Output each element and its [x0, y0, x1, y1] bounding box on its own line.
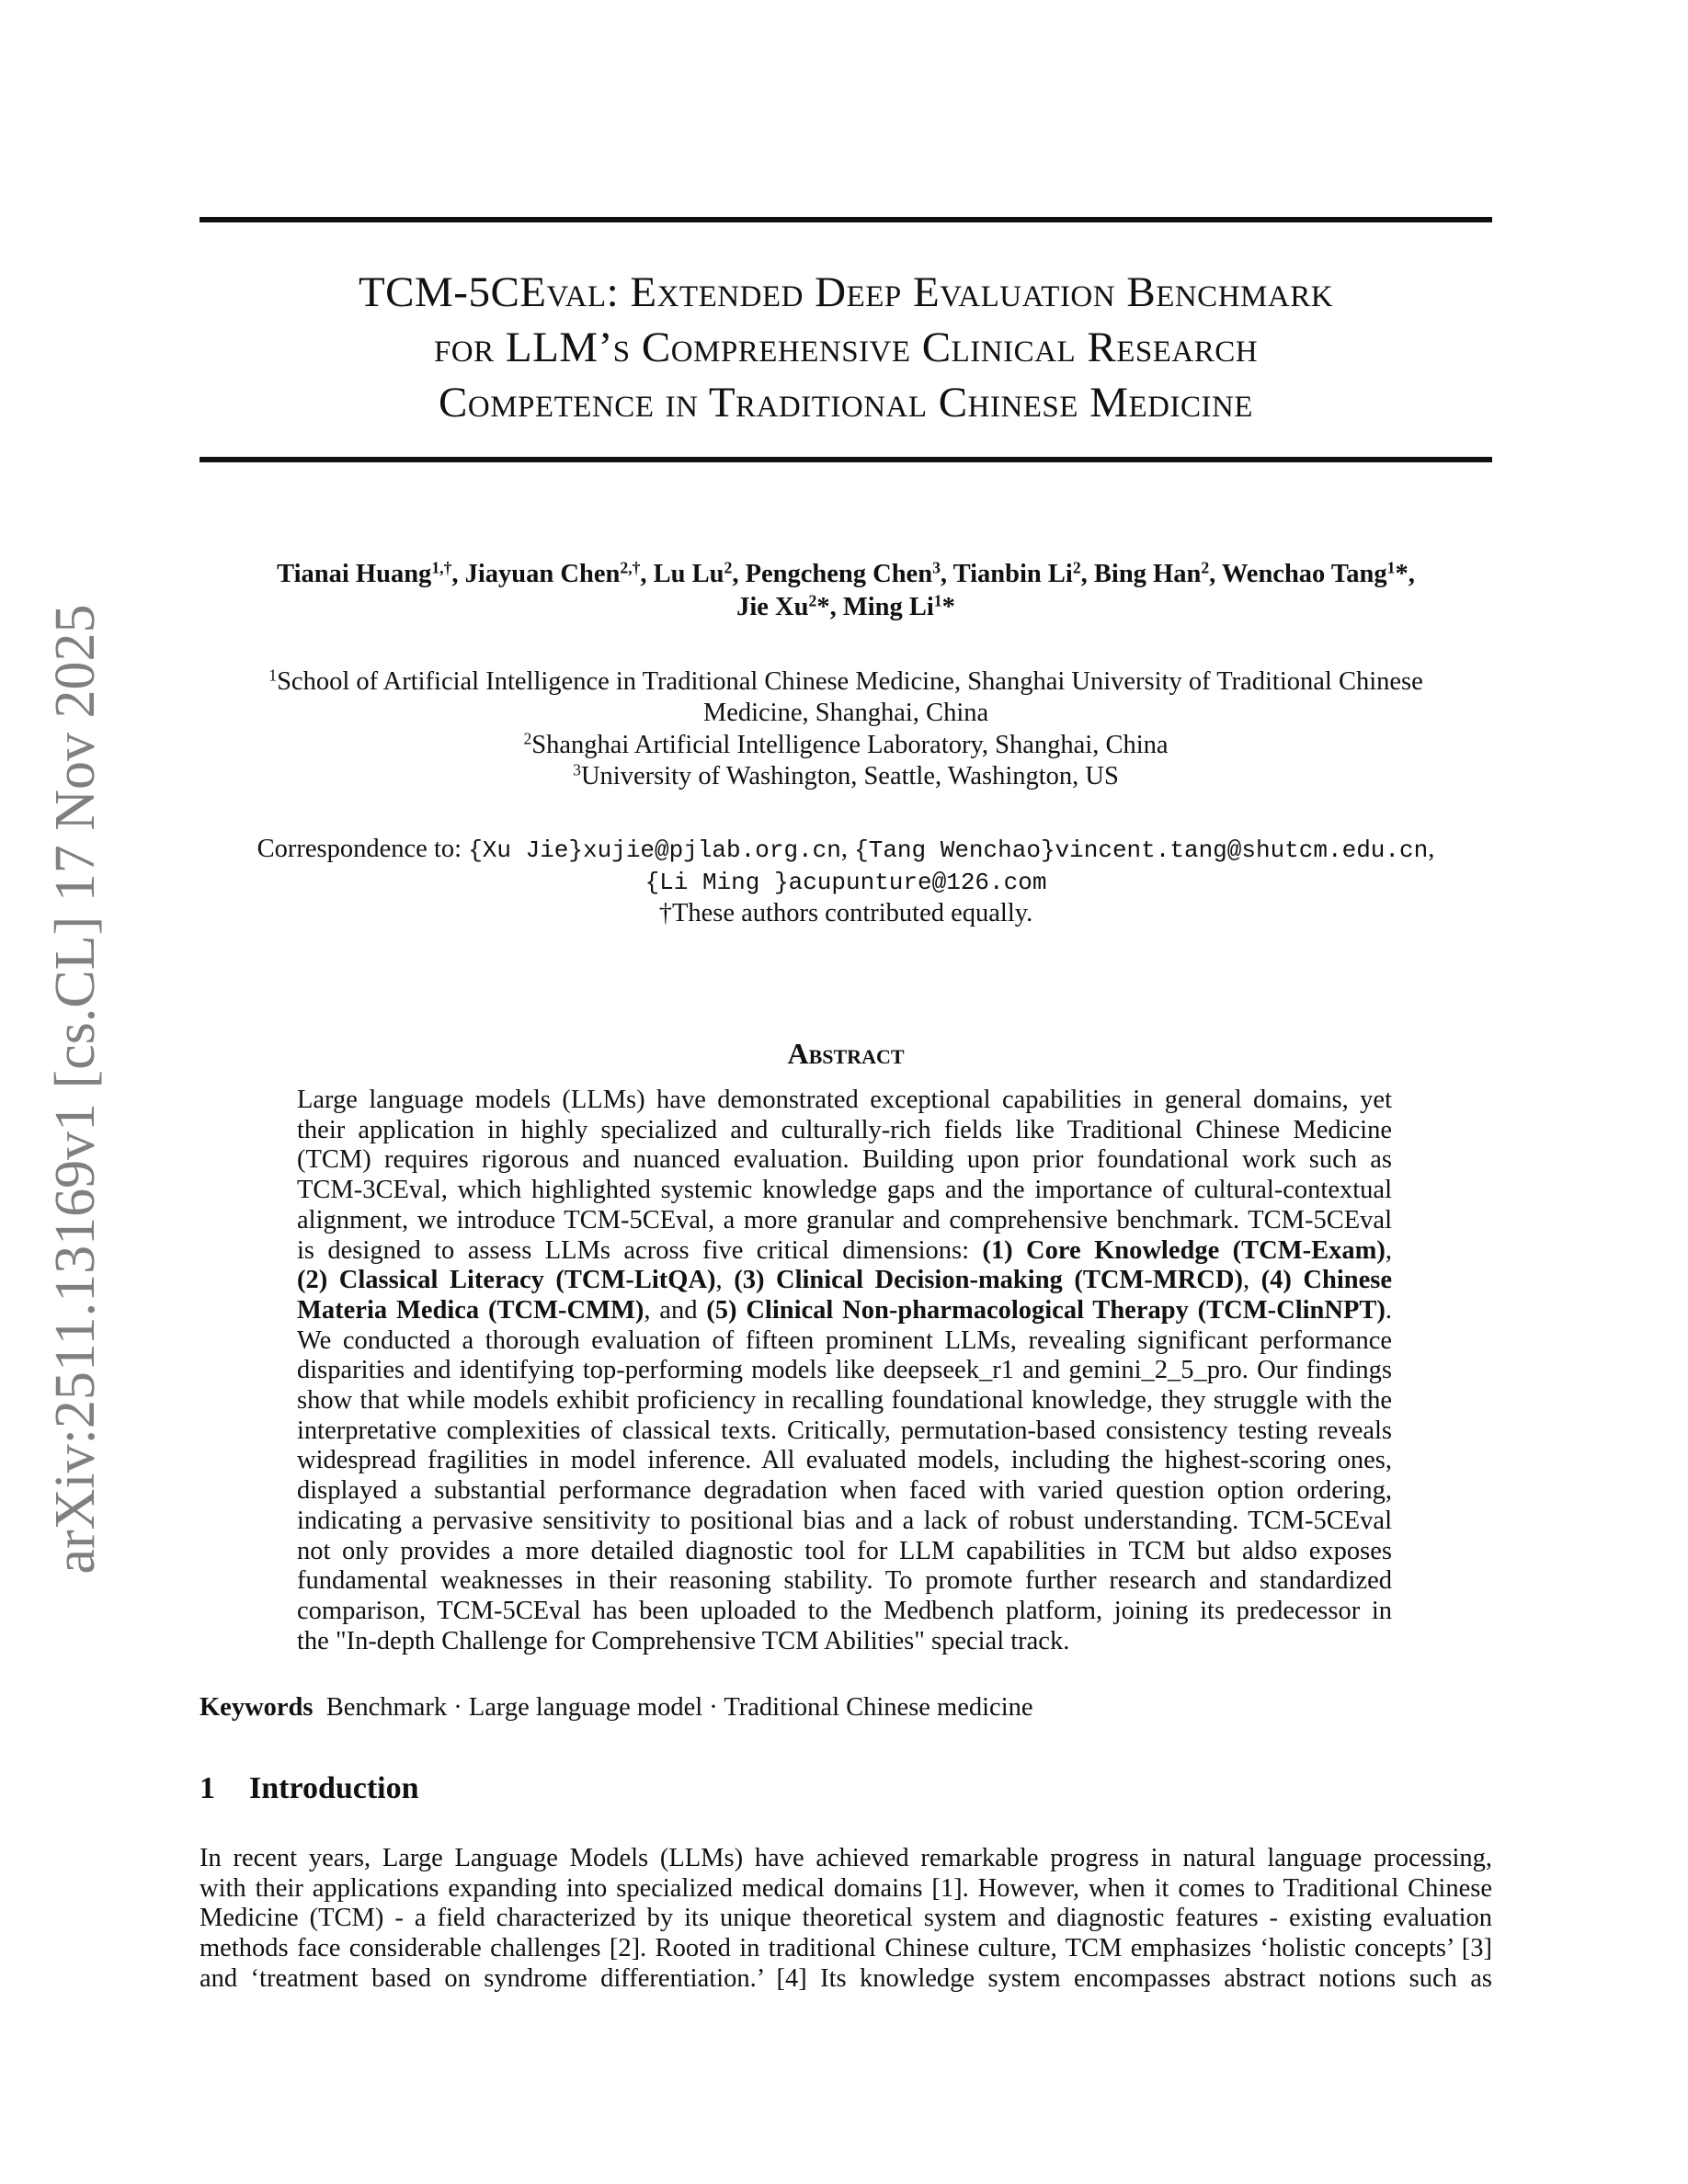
text-segment: Large language models (LLMs) have demonstrated exceptional capabilities in general domains, yet	[297, 1086, 1392, 1114]
superscript: 1	[268, 665, 278, 685]
bold-text: (4) Chinese	[1260, 1266, 1393, 1295]
text-line	[200, 761, 1492, 792]
text-line	[297, 1086, 1392, 1116]
text-segment: *,	[1395, 560, 1415, 588]
title-line: for LLM’s Comprehensive Clinical Research	[433, 324, 1259, 371]
text-line	[297, 1627, 1392, 1657]
text-segment: Tianai Huang	[277, 560, 432, 588]
superscript: 2	[1072, 558, 1081, 577]
text-segment: show that while models exhibit proficiency in recalling foundational knowledge, they struggle with the	[297, 1386, 1392, 1416]
text-segment: (TCM) requires rigorous and nuanced evaluation. Building upon prior foundational work such as	[297, 1145, 1392, 1175]
text-line	[200, 698, 1492, 729]
text-segment: , and	[644, 1295, 707, 1325]
abstract-body	[297, 1086, 1392, 1656]
text-line	[297, 1597, 1392, 1627]
text-segment: ,	[715, 1266, 735, 1295]
text-segment: with their applications expanding into specialized medical domains [1]. However, when it comes to Traditional Chinese	[200, 1873, 1492, 1903]
text-line	[297, 1236, 1392, 1267]
text-line	[297, 1326, 1392, 1357]
title-line: TCM-5CEval: Extended Deep Evaluation Benchmark	[358, 268, 1334, 316]
email-xu-jie[interactable]: {Xu Jie}xujie@pjlab.org.cn	[468, 836, 841, 864]
section-number: 1	[200, 1771, 215, 1805]
text-line	[297, 1566, 1392, 1597]
text-line	[297, 1386, 1392, 1416]
correspondence-line	[200, 866, 1492, 898]
text-segment: *	[941, 593, 955, 621]
text-line	[297, 1446, 1392, 1476]
text-line	[297, 1176, 1392, 1206]
text-segment: fundamental weaknesses in their reasoning stability. To promote further research and standardized	[297, 1566, 1392, 1596]
separator: ,	[840, 835, 855, 863]
separator: ,	[1428, 835, 1435, 863]
text-segment: is designed to assess LLMs across five critical dimensions:	[297, 1235, 983, 1265]
text-line	[297, 1116, 1392, 1146]
text-segment: widespread fragilities in model inference. All evaluated models, including the highest-scoring ones,	[297, 1446, 1392, 1475]
text-line	[297, 1537, 1392, 1567]
text-segment: , Wenchao Tang	[1209, 560, 1387, 588]
title-bottom-rule	[200, 457, 1492, 462]
bold-text: (5) Clinical Non-pharmacological Therapy (TCM-ClinNPT)	[706, 1295, 1386, 1325]
text-line	[297, 1416, 1392, 1447]
bold-text: (2) Classical Literacy (TCM-LitQA)	[297, 1266, 716, 1295]
text-segment: indicating a pervasive sensitivity to positional bias and a lack of robust understanding. TCM-5CEval	[297, 1506, 1392, 1535]
text-segment: the "In-depth Challenge for Comprehensive TCM Abilities" special track.	[297, 1626, 1070, 1655]
correspondence-line	[200, 834, 1492, 866]
text-segment: *, Ming Li	[816, 593, 934, 621]
text-segment: disparities and identifying top-performing models like deepseek_r1 and gemini_2_5_pro. Our findings	[297, 1356, 1392, 1385]
text-line	[200, 666, 1492, 698]
text-segment: , Pengcheng Chen	[732, 560, 933, 588]
text-segment: their application in highly specialized and culturally-rich fields like Traditional Chinese Medicine	[297, 1115, 1392, 1144]
text-segment: , Lu Lu	[640, 560, 724, 588]
text-line	[297, 1507, 1392, 1537]
text-segment: , Bing Han	[1080, 560, 1202, 588]
text-segment: , Tianbin Li	[940, 560, 1073, 588]
text-segment: comparison, TCM-5CEval has been uploaded to the Medbench platform, joining its predecessor in	[297, 1596, 1392, 1625]
section-title: Introduction	[249, 1771, 419, 1805]
text-line	[297, 1296, 1392, 1326]
bold-text: (3) Clinical Decision-making (TCM-MRCD)	[734, 1266, 1243, 1295]
section-heading-introduction	[200, 1770, 419, 1807]
text-line	[297, 1476, 1392, 1507]
superscript: 1	[933, 591, 942, 610]
introduction-body	[200, 1844, 1492, 1995]
arxiv-identifier-stamp: arXiv:2511.13169v1 [cs.CL] 17 Nov 2025	[44, 604, 107, 1575]
text-segment: methods face considerable challenges [2]. Rooted in traditional Chinese culture, TCM emphasizes ‘holistic concepts’ [3]	[200, 1934, 1492, 1963]
text-line	[297, 1356, 1392, 1386]
keywords-label: Keywords	[200, 1693, 314, 1722]
text-segment: interpretative complexities of classical texts. Critically, permutation-based consistency testing reveals	[297, 1416, 1392, 1445]
superscript: 1	[1386, 558, 1396, 577]
text-segment: We conducted a thorough evaluation of fifteen prominent LLMs, revealing significant performance	[297, 1325, 1392, 1355]
affiliations	[200, 666, 1492, 792]
correspondence-label: Correspondence to:	[257, 835, 469, 863]
text-line	[200, 1904, 1492, 1934]
text-segment: .	[1385, 1295, 1393, 1325]
superscript: 2	[1201, 558, 1210, 577]
text-segment: Medicine, Shanghai, China	[702, 699, 989, 728]
email-tang-wenchao[interactable]: {Tang Wenchao}vincent.tang@shutcm.edu.cn	[854, 836, 1429, 864]
equal-contribution-note: †These authors contributed equally.	[658, 899, 1033, 927]
text-line	[200, 1964, 1492, 1995]
text-line	[297, 1266, 1392, 1296]
correspondence	[200, 834, 1492, 929]
text-segment: and ‘treatment based on syndrome differentiation.’ [4] Its knowledge system encompasses abstract notions such as	[200, 1963, 1492, 1993]
text-segment: Jie Xu	[736, 593, 809, 621]
text-segment: ,	[1242, 1266, 1261, 1295]
text-line	[200, 558, 1492, 591]
superscript: 1,†	[431, 558, 452, 577]
keywords-text: Benchmark · Large language model · Traditional Chinese medicine	[325, 1693, 1033, 1722]
paper-title	[200, 265, 1492, 430]
superscript: 3	[573, 760, 581, 779]
abstract-heading: Abstract	[787, 1037, 905, 1070]
text-segment: Medicine (TCM) - a field characterized by its unique theoretical system and diagnostic features - existing evaluation	[200, 1904, 1492, 1933]
superscript: 2	[523, 728, 532, 747]
text-segment: alignment, we introduce TCM-5CEval, a more granular and comprehensive benchmark. TCM-5CEval	[297, 1205, 1392, 1234]
email-li-ming[interactable]: {Li Ming }acupunture@126.com	[644, 869, 1047, 896]
text-segment: In recent years, Large Language Models (LLMs) have achieved remarkable progress in natural language processing,	[200, 1844, 1492, 1872]
text-line	[200, 591, 1492, 624]
superscript: 2	[724, 558, 733, 577]
text-line	[200, 1844, 1492, 1874]
title-line: Competence in Traditional Chinese Medicine	[439, 379, 1253, 427]
text-segment: School of Artificial Intelligence in Traditional Chinese Medicine, Shanghai University of Traditional Chinese	[277, 667, 1423, 696]
text-segment: not only provides a more detailed diagnostic tool for LLM capabilities in TCM but aldso exposes	[297, 1536, 1392, 1565]
text-line	[200, 730, 1492, 761]
text-line	[297, 1206, 1392, 1236]
text-segment: Shanghai Artificial Intelligence Laboratory, Shanghai, China	[531, 730, 1169, 759]
text-line	[297, 1145, 1392, 1176]
superscript: 2	[808, 591, 817, 610]
superscript: 3	[932, 558, 941, 577]
bold-text: Materia Medica (TCM-CMM)	[297, 1295, 644, 1325]
keywords	[200, 1692, 1033, 1723]
author-list	[200, 558, 1492, 624]
text-segment: TCM-3CEval, which highlighted systemic knowledge gaps and the importance of cultural-contextual	[297, 1176, 1392, 1205]
text-line	[200, 1874, 1492, 1905]
title-top-rule	[200, 217, 1492, 222]
superscript: 2,†	[620, 558, 641, 577]
text-segment: ,	[1385, 1235, 1392, 1265]
text-segment: displayed a substantial performance degradation when faced with varied question option ordering,	[297, 1476, 1392, 1506]
bold-text: (1) Core Knowledge (TCM-Exam)	[982, 1235, 1386, 1265]
text-segment: , Jiayuan Chen	[451, 560, 621, 588]
text-line	[200, 1934, 1492, 1964]
text-segment: University of Washington, Seattle, Washington, US	[580, 761, 1119, 791]
